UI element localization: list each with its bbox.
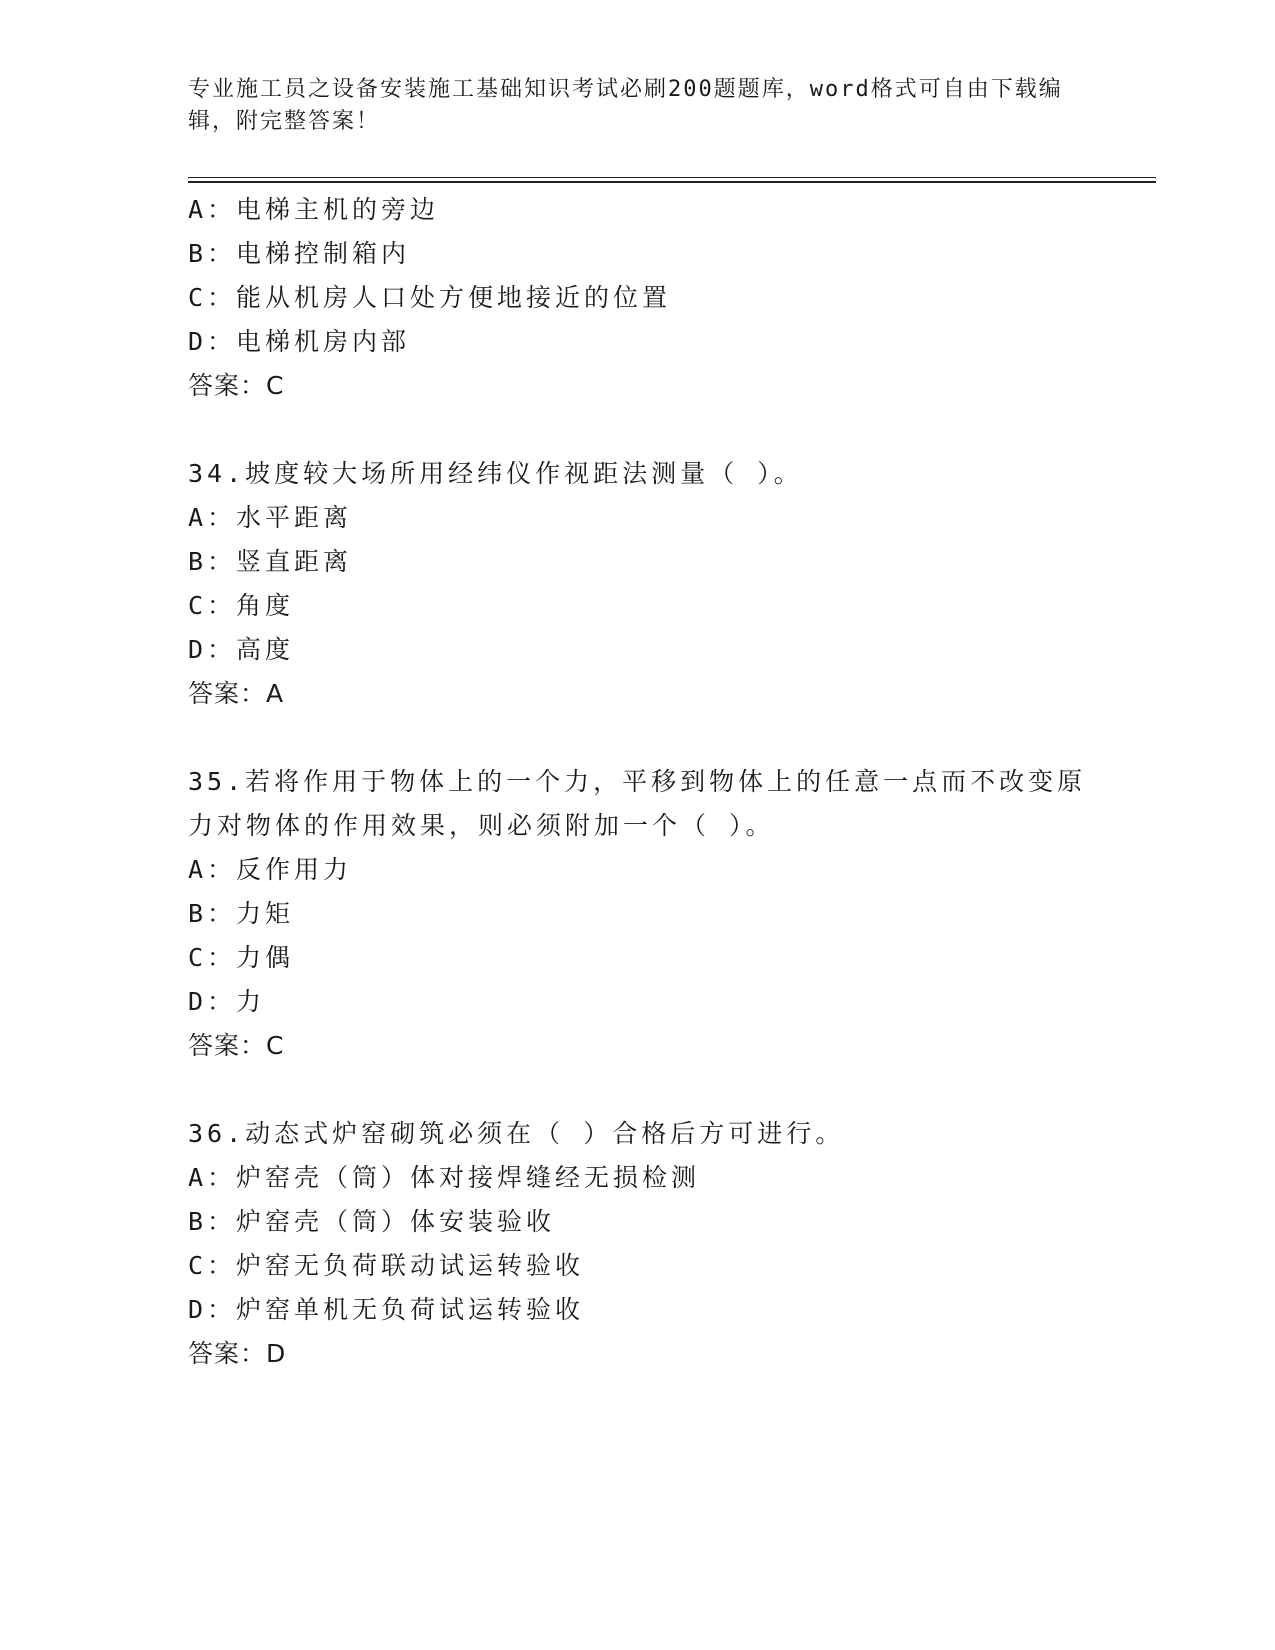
question-34-answer: 答案：A [188, 679, 285, 708]
header-divider-thick [188, 181, 1156, 183]
question-36-option-d: D：炉窑单机无负荷试运转验收 [188, 1295, 585, 1324]
question-35-option-d: D：力 [188, 987, 266, 1016]
question-34-option-d: D：高度 [188, 635, 295, 664]
question-33-answer: 答案：C [188, 371, 285, 400]
question-35-stem-line-1: 35.若将作用于物体上的一个力，平移到物体上的任意一点而不改变原 [188, 767, 1087, 796]
header-divider [188, 177, 1156, 178]
document-header: 专业施工员之设备安装施工基础知识考试必刷200题题库，word格式可自由下载编辑，附完整答案！ [188, 77, 1063, 134]
question-34-stem: 34.坡度较大场所用经纬仪作视距法测量（ ）。 [188, 459, 803, 488]
question-36-option-a: A：炉窑壳（筒）体对接焊缝经无损检测 [188, 1163, 701, 1192]
question-35-option-c: C：力偶 [188, 943, 295, 972]
question-34-option-a: A：水平距离 [188, 503, 353, 532]
question-34-option-c: C：角度 [188, 591, 295, 620]
question-36-option-c: C：炉窑无负荷联动试运转验收 [188, 1251, 585, 1280]
question-36-answer: 答案：D [188, 1339, 287, 1368]
question-36-stem: 36.动态式炉窑砌筑必须在（ ）合格后方可进行。 [188, 1119, 845, 1148]
question-33-option-d: D：电梯机房内部 [188, 327, 411, 356]
question-35-option-b: B：力矩 [188, 899, 295, 928]
question-35-stem-line-2: 力对物体的作用效果，则必须附加一个（ ）。 [188, 811, 775, 840]
question-34-option-b: B：竖直距离 [188, 547, 353, 576]
question-36-option-b: B：炉窑壳（筒）体安装验收 [188, 1207, 556, 1236]
question-33-option-c: C：能从机房人口处方便地接近的位置 [188, 283, 672, 312]
question-35-option-a: A：反作用力 [188, 855, 353, 884]
question-35-answer: 答案：C [188, 1031, 285, 1060]
question-33-option-b: B：电梯控制箱内 [188, 239, 411, 268]
question-33-option-a: A：电梯主机的旁边 [188, 195, 440, 224]
